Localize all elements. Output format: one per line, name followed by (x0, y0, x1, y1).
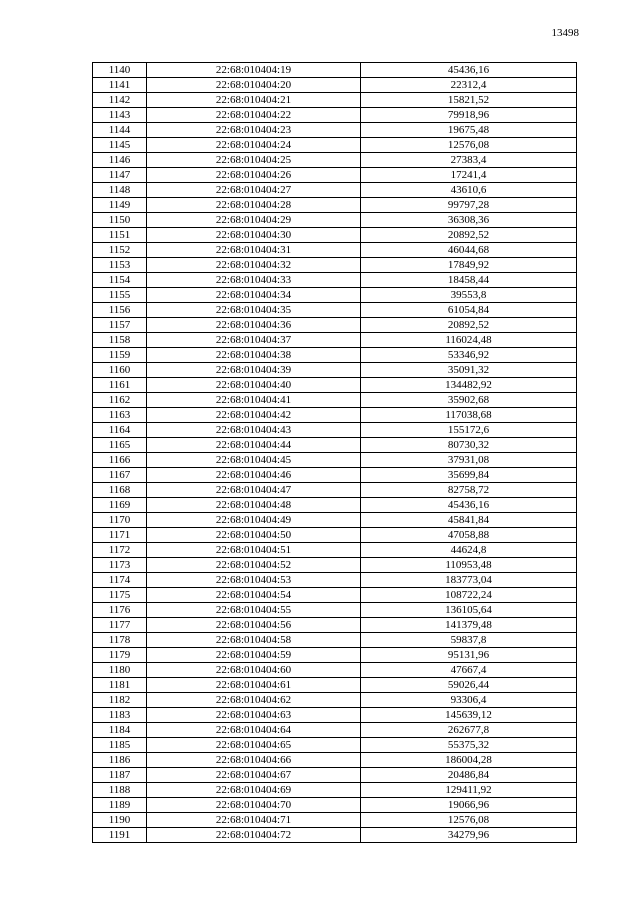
table-row (93, 453, 577, 468)
page-number: 13498 (551, 27, 579, 39)
row-number-cell: 1187 (93, 768, 147, 783)
row-number-cell: 1146 (93, 153, 147, 168)
value-cell: 36308,36 (361, 213, 577, 228)
cadastral-number-cell: 22:68:010404:37 (147, 333, 361, 348)
row-number-cell: 1183 (93, 708, 147, 723)
row-number-cell: 1145 (93, 138, 147, 153)
value-cell: 45436,16 (361, 63, 577, 78)
cadastral-number-cell: 22:68:010404:40 (147, 378, 361, 393)
table-row (93, 63, 577, 78)
table-row (93, 153, 577, 168)
table-row (93, 408, 577, 423)
value-cell: 12576,08 (361, 813, 577, 828)
cadastral-number-cell: 22:68:010404:28 (147, 198, 361, 213)
value-cell: 55375,32 (361, 738, 577, 753)
cadastral-number-cell: 22:68:010404:41 (147, 393, 361, 408)
row-number-cell: 1171 (93, 528, 147, 543)
value-cell: 17241,4 (361, 168, 577, 183)
cadastral-number-cell: 22:68:010404:69 (147, 783, 361, 798)
cadastral-number-cell: 22:68:010404:72 (147, 828, 361, 843)
table-row (93, 723, 577, 738)
value-cell: 79918,96 (361, 108, 577, 123)
row-number-cell: 1161 (93, 378, 147, 393)
cadastral-number-cell: 22:68:010404:67 (147, 768, 361, 783)
table-row (93, 783, 577, 798)
row-number-cell: 1149 (93, 198, 147, 213)
row-number-cell: 1185 (93, 738, 147, 753)
table-row (93, 483, 577, 498)
value-cell: 17849,92 (361, 258, 577, 273)
table-row (93, 258, 577, 273)
value-cell: 46044,68 (361, 243, 577, 258)
value-cell: 134482,92 (361, 378, 577, 393)
row-number-cell: 1141 (93, 78, 147, 93)
cadastral-number-cell: 22:68:010404:39 (147, 363, 361, 378)
cadastral-number-cell: 22:68:010404:56 (147, 618, 361, 633)
cadastral-number-cell: 22:68:010404:42 (147, 408, 361, 423)
value-cell: 129411,92 (361, 783, 577, 798)
value-cell: 19675,48 (361, 123, 577, 138)
row-number-cell: 1156 (93, 303, 147, 318)
row-number-cell: 1144 (93, 123, 147, 138)
row-number-cell: 1151 (93, 228, 147, 243)
table-row (93, 288, 577, 303)
table-row (93, 828, 577, 843)
table-row (93, 198, 577, 213)
cadastral-number-cell: 22:68:010404:54 (147, 588, 361, 603)
cadastral-number-cell: 22:68:010404:25 (147, 153, 361, 168)
table-body (93, 63, 577, 843)
value-cell: 93306,4 (361, 693, 577, 708)
row-number-cell: 1175 (93, 588, 147, 603)
table-row (93, 648, 577, 663)
row-number-cell: 1142 (93, 93, 147, 108)
table-row (93, 618, 577, 633)
cadastral-number-cell: 22:68:010404:43 (147, 423, 361, 438)
row-number-cell: 1160 (93, 363, 147, 378)
value-cell: 145639,12 (361, 708, 577, 723)
cadastral-number-cell: 22:68:010404:30 (147, 228, 361, 243)
table-row (93, 363, 577, 378)
value-cell: 262677,8 (361, 723, 577, 738)
row-number-cell: 1164 (93, 423, 147, 438)
cadastral-value-table (92, 62, 577, 843)
value-cell: 99797,28 (361, 198, 577, 213)
table-row (93, 318, 577, 333)
table-row (93, 663, 577, 678)
cadastral-number-cell: 22:68:010404:64 (147, 723, 361, 738)
table-row (93, 528, 577, 543)
row-number-cell: 1190 (93, 813, 147, 828)
cadastral-number-cell: 22:68:010404:24 (147, 138, 361, 153)
value-cell: 27383,4 (361, 153, 577, 168)
row-number-cell: 1155 (93, 288, 147, 303)
cadastral-number-cell: 22:68:010404:59 (147, 648, 361, 663)
table-row (93, 348, 577, 363)
cadastral-number-cell: 22:68:010404:55 (147, 603, 361, 618)
row-number-cell: 1159 (93, 348, 147, 363)
value-cell: 82758,72 (361, 483, 577, 498)
row-number-cell: 1189 (93, 798, 147, 813)
value-cell: 61054,84 (361, 303, 577, 318)
value-cell: 37931,08 (361, 453, 577, 468)
table-row (93, 813, 577, 828)
row-number-cell: 1173 (93, 558, 147, 573)
cadastral-number-cell: 22:68:010404:22 (147, 108, 361, 123)
table-row (93, 243, 577, 258)
row-number-cell: 1166 (93, 453, 147, 468)
value-cell: 59026,44 (361, 678, 577, 693)
cadastral-number-cell: 22:68:010404:29 (147, 213, 361, 228)
table-row (93, 93, 577, 108)
table-row (93, 603, 577, 618)
table-row (93, 768, 577, 783)
cadastral-number-cell: 22:68:010404:23 (147, 123, 361, 138)
cadastral-number-cell: 22:68:010404:34 (147, 288, 361, 303)
row-number-cell: 1180 (93, 663, 147, 678)
value-cell: 95131,96 (361, 648, 577, 663)
table-row (93, 138, 577, 153)
cadastral-number-cell: 22:68:010404:49 (147, 513, 361, 528)
value-cell: 39553,8 (361, 288, 577, 303)
table-row (93, 393, 577, 408)
table-row (93, 108, 577, 123)
value-cell: 35091,32 (361, 363, 577, 378)
table-row (93, 78, 577, 93)
cadastral-number-cell: 22:68:010404:38 (147, 348, 361, 363)
value-cell: 136105,64 (361, 603, 577, 618)
value-cell: 141379,48 (361, 618, 577, 633)
value-cell: 116024,48 (361, 333, 577, 348)
table-row (93, 468, 577, 483)
value-cell: 80730,32 (361, 438, 577, 453)
row-number-cell: 1184 (93, 723, 147, 738)
value-cell: 34279,96 (361, 828, 577, 843)
cadastral-number-cell: 22:68:010404:71 (147, 813, 361, 828)
value-cell: 44624,8 (361, 543, 577, 558)
row-number-cell: 1177 (93, 618, 147, 633)
table-row (93, 558, 577, 573)
row-number-cell: 1143 (93, 108, 147, 123)
cadastral-number-cell: 22:68:010404:51 (147, 543, 361, 558)
value-cell: 22312,4 (361, 78, 577, 93)
cadastral-number-cell: 22:68:010404:62 (147, 693, 361, 708)
table-row (93, 753, 577, 768)
table-row (93, 213, 577, 228)
table-row (93, 633, 577, 648)
value-cell: 35902,68 (361, 393, 577, 408)
cadastral-number-cell: 22:68:010404:48 (147, 498, 361, 513)
value-cell: 183773,04 (361, 573, 577, 588)
table-row (93, 543, 577, 558)
row-number-cell: 1191 (93, 828, 147, 843)
value-cell: 18458,44 (361, 273, 577, 288)
cadastral-number-cell: 22:68:010404:27 (147, 183, 361, 198)
cadastral-number-cell: 22:68:010404:47 (147, 483, 361, 498)
cadastral-number-cell: 22:68:010404:36 (147, 318, 361, 333)
row-number-cell: 1178 (93, 633, 147, 648)
table-row (93, 498, 577, 513)
table-row (93, 588, 577, 603)
cadastral-number-cell: 22:68:010404:60 (147, 663, 361, 678)
table-row (93, 573, 577, 588)
cadastral-number-cell: 22:68:010404:19 (147, 63, 361, 78)
row-number-cell: 1188 (93, 783, 147, 798)
cadastral-number-cell: 22:68:010404:53 (147, 573, 361, 588)
row-number-cell: 1176 (93, 603, 147, 618)
row-number-cell: 1162 (93, 393, 147, 408)
value-cell: 110953,48 (361, 558, 577, 573)
row-number-cell: 1147 (93, 168, 147, 183)
value-cell: 186004,28 (361, 753, 577, 768)
row-number-cell: 1172 (93, 543, 147, 558)
cadastral-number-cell: 22:68:010404:58 (147, 633, 361, 648)
row-number-cell: 1152 (93, 243, 147, 258)
cadastral-number-cell: 22:68:010404:63 (147, 708, 361, 723)
row-number-cell: 1167 (93, 468, 147, 483)
cadastral-number-cell: 22:68:010404:20 (147, 78, 361, 93)
table-row (93, 438, 577, 453)
cadastral-number-cell: 22:68:010404:70 (147, 798, 361, 813)
row-number-cell: 1181 (93, 678, 147, 693)
value-cell: 45436,16 (361, 498, 577, 513)
row-number-cell: 1170 (93, 513, 147, 528)
row-number-cell: 1182 (93, 693, 147, 708)
value-cell: 19066,96 (361, 798, 577, 813)
cadastral-number-cell: 22:68:010404:52 (147, 558, 361, 573)
cadastral-number-cell: 22:68:010404:44 (147, 438, 361, 453)
value-cell: 117038,68 (361, 408, 577, 423)
value-cell: 12576,08 (361, 138, 577, 153)
table-row (93, 378, 577, 393)
value-cell: 59837,8 (361, 633, 577, 648)
cadastral-number-cell: 22:68:010404:31 (147, 243, 361, 258)
value-cell: 15821,52 (361, 93, 577, 108)
cadastral-number-cell: 22:68:010404:35 (147, 303, 361, 318)
row-number-cell: 1179 (93, 648, 147, 663)
cadastral-number-cell: 22:68:010404:45 (147, 453, 361, 468)
cadastral-number-cell: 22:68:010404:32 (147, 258, 361, 273)
value-cell: 47058,88 (361, 528, 577, 543)
row-number-cell: 1169 (93, 498, 147, 513)
value-cell: 53346,92 (361, 348, 577, 363)
row-number-cell: 1168 (93, 483, 147, 498)
table-row (93, 333, 577, 348)
table-row (93, 303, 577, 318)
value-cell: 155172,6 (361, 423, 577, 438)
row-number-cell: 1154 (93, 273, 147, 288)
table-row (93, 708, 577, 723)
row-number-cell: 1148 (93, 183, 147, 198)
value-cell: 20486,84 (361, 768, 577, 783)
table-row (93, 273, 577, 288)
value-cell: 20892,52 (361, 228, 577, 243)
table-row (93, 738, 577, 753)
cadastral-number-cell: 22:68:010404:50 (147, 528, 361, 543)
table-row (93, 678, 577, 693)
row-number-cell: 1158 (93, 333, 147, 348)
cadastral-number-cell: 22:68:010404:26 (147, 168, 361, 183)
value-cell: 47667,4 (361, 663, 577, 678)
table-row (93, 693, 577, 708)
table-row (93, 423, 577, 438)
row-number-cell: 1163 (93, 408, 147, 423)
table-row (93, 228, 577, 243)
row-number-cell: 1157 (93, 318, 147, 333)
row-number-cell: 1165 (93, 438, 147, 453)
table-row (93, 123, 577, 138)
value-cell: 45841,84 (361, 513, 577, 528)
table-row (93, 513, 577, 528)
value-cell: 108722,24 (361, 588, 577, 603)
cadastral-number-cell: 22:68:010404:21 (147, 93, 361, 108)
value-cell: 20892,52 (361, 318, 577, 333)
row-number-cell: 1150 (93, 213, 147, 228)
value-cell: 43610,6 (361, 183, 577, 198)
table-row (93, 798, 577, 813)
row-number-cell: 1174 (93, 573, 147, 588)
cadastral-number-cell: 22:68:010404:61 (147, 678, 361, 693)
table-row (93, 168, 577, 183)
cadastral-number-cell: 22:68:010404:46 (147, 468, 361, 483)
cadastral-number-cell: 22:68:010404:66 (147, 753, 361, 768)
cadastral-number-cell: 22:68:010404:33 (147, 273, 361, 288)
row-number-cell: 1153 (93, 258, 147, 273)
value-cell: 35699,84 (361, 468, 577, 483)
row-number-cell: 1186 (93, 753, 147, 768)
cadastral-number-cell: 22:68:010404:65 (147, 738, 361, 753)
row-number-cell: 1140 (93, 63, 147, 78)
table-row (93, 183, 577, 198)
